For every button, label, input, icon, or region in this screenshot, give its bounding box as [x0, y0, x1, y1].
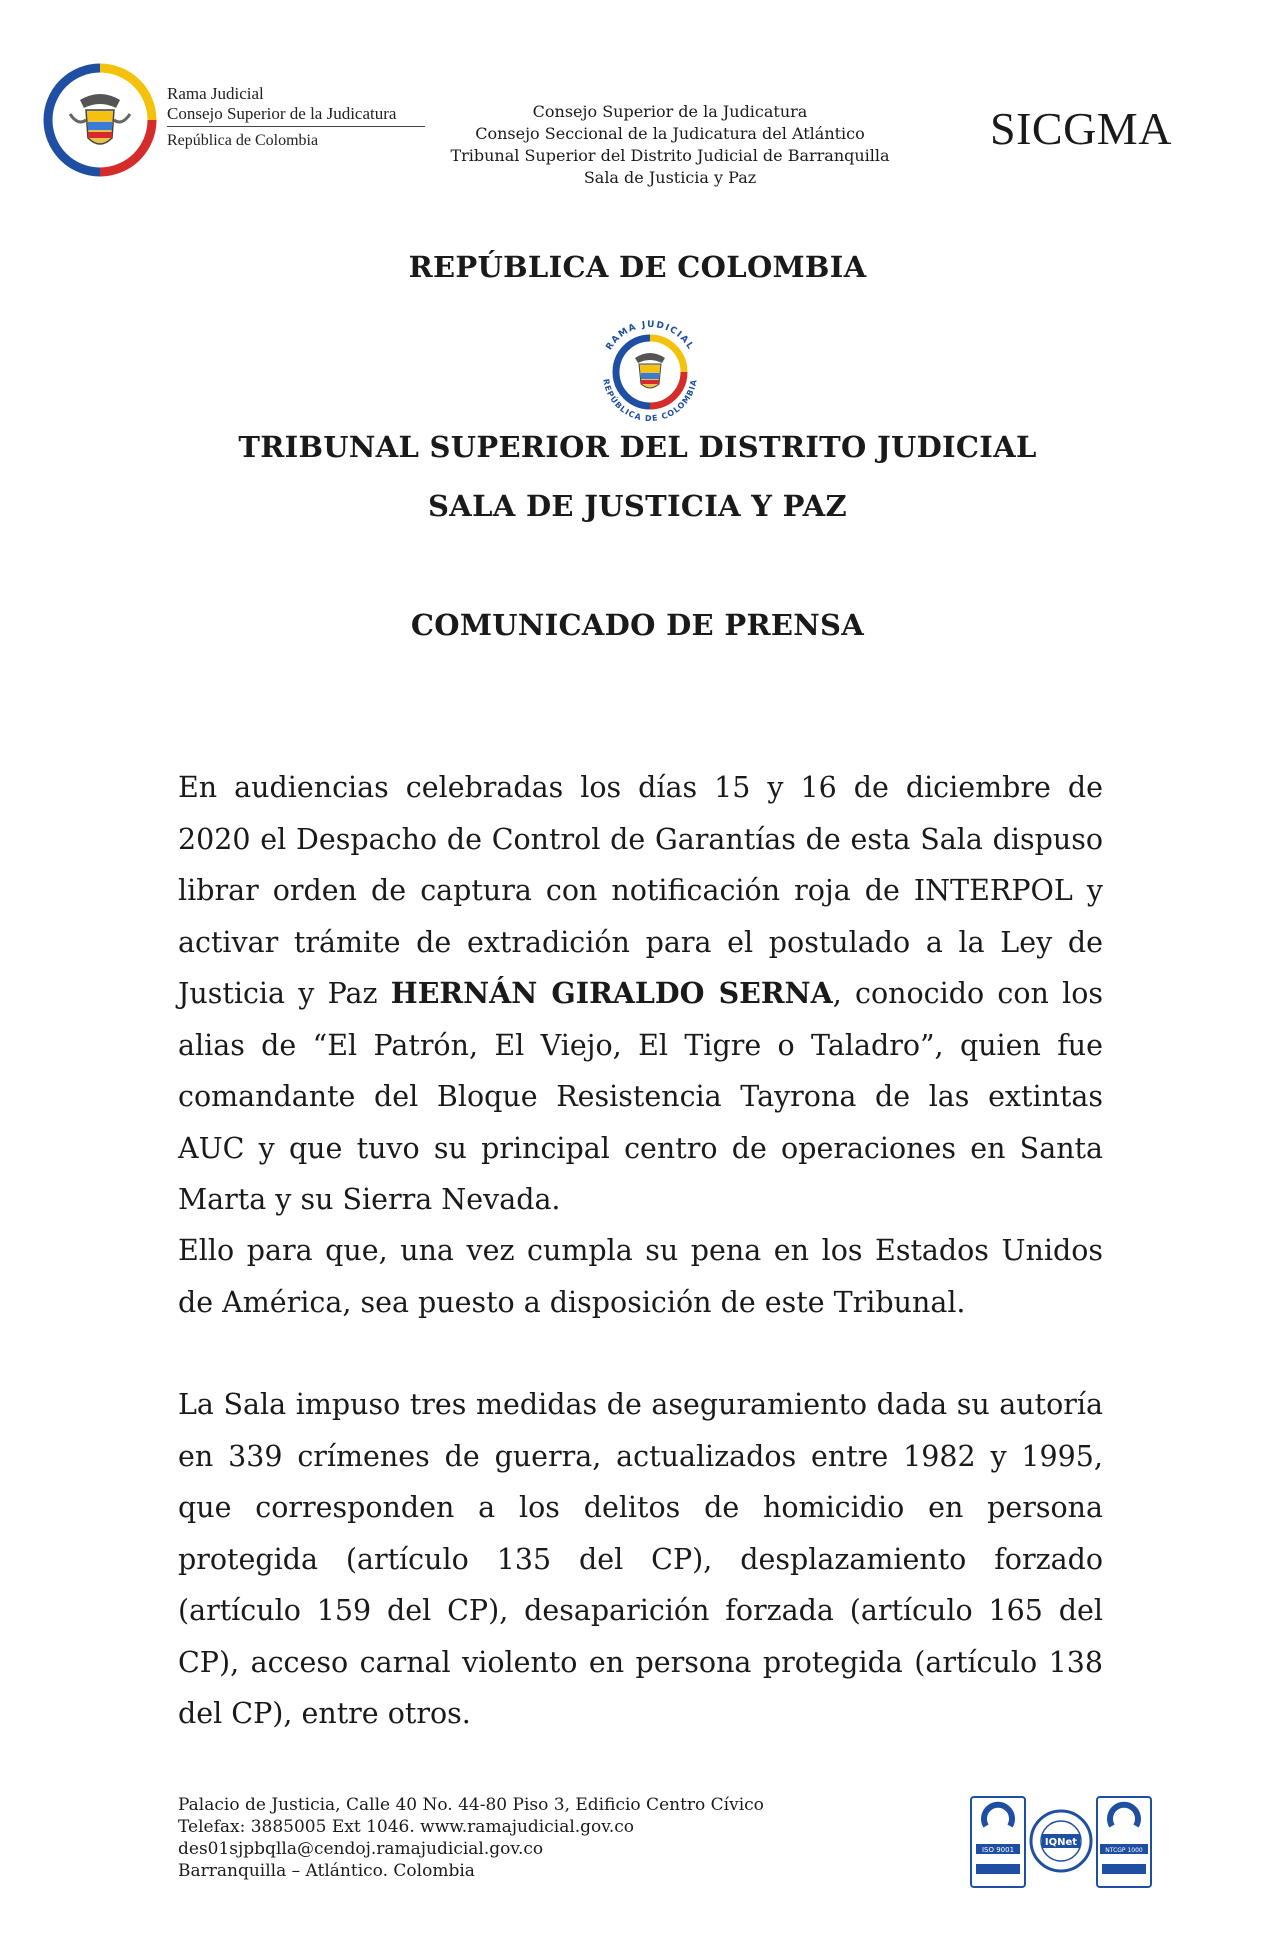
title-republica: REPÚBLICA DE COLOMBIA: [408, 250, 867, 284]
sicgma-label: SICGMA: [990, 103, 1172, 154]
header-line-consejo-seccional: Consejo Seccional de la Judicatura del Atlántico: [475, 124, 865, 143]
title-sala: SALA DE JUSTICIA Y PAZ: [428, 489, 847, 523]
paragraph-2: Ello para que, una vez cumpla su pena en los Estados Unidos de América, sea puesto a disposición de este Tribunal.: [178, 1234, 1103, 1319]
postulado-name: HERNÁN GIRALDO SERNA: [390, 976, 833, 1010]
seal-text-top: RAMA JUDICIAL: [604, 319, 696, 353]
rama-judicial-logo-icon: [40, 60, 160, 180]
cert1-label: ISO 9001: [981, 1846, 1015, 1854]
seal-text-bottom: REPÚBLICA DE COLOMBIA: [601, 378, 699, 424]
header-line-consejo-superior: Consejo Superior de la Judicatura: [532, 102, 808, 121]
header-line-tribunal: Tribunal Superior del Distrito Judicial de Barranquilla: [450, 146, 890, 165]
title-comunicado: COMUNICADO DE PRENSA: [410, 608, 865, 642]
cert2-label: IQNet: [1044, 1837, 1078, 1848]
brand-republica: República de Colombia: [167, 132, 319, 149]
header-line-sala: Sala de Justicia y Paz: [583, 168, 757, 187]
iqnet-certification-icon: [1028, 1808, 1094, 1874]
brand-rama-judicial: Rama Judicial: [167, 84, 264, 103]
paragraph-1-rest: , conocido con los alias de “El Patrón, El Viejo, El Tigre o Taladro”, quien fue comandante del Bloque Resistencia Tayrona de las extintas AUC y que tuvo su principal centro de operaciones en Santa Marta y su Sierra Nevada.: [178, 977, 1103, 1216]
header-institution-lines: [400, 101, 940, 189]
brand-divider: [167, 126, 425, 127]
footer-line-address: Palacio de Justicia, Calle 40 No. 44-80 Piso 3, Edificio Centro Cívico: [178, 1795, 764, 1815]
cert3-label: NTCGP 1000: [1105, 1847, 1143, 1854]
paragraph-1-intro: En audiencias celebradas los días 15 y 16 de diciembre de 2020 el Despacho de Control de Garantías de esta Sala dispuso librar orden de captura con notificación roja de INTERPOL y activar trámite de extradición para el postulado a la Ley de Justicia y Paz: [178, 771, 1103, 1010]
brand-consejo-superior: Consejo Superior de la Judicatura: [167, 104, 397, 123]
rama-judicial-seal-icon: [585, 312, 715, 427]
paragraph-1: [178, 762, 1103, 1226]
iso-9001-certification-icon: [970, 1796, 1026, 1892]
paragraph-3: La Sala impuso tres medidas de aseguramiento dada su autoría en 339 crímenes de guerra, actualizados entre 1982 y 1995, que corresponden a los delitos de homicidio en persona protegida (artículo 135 del CP), desplazamiento forzado (artículo 159 del CP), desaparición forzada (artículo 165 del CP), acceso carnal violento en persona protegida (artículo 138 del CP), entre otros.: [178, 1388, 1103, 1730]
footer-line-city: Barranquilla – Atlántico. Colombia: [178, 1861, 475, 1881]
footer-line-telefax: Telefax: 3885005 Ext 1046. www.ramajudicial.gov.co: [178, 1817, 635, 1837]
footer-line-email: des01sjpbqlla@cendoj.ramajudicial.gov.co: [178, 1839, 544, 1859]
header-brand-text: [167, 84, 425, 151]
ntcgp-1000-certification-icon: [1096, 1796, 1152, 1892]
footer-address: [178, 1794, 764, 1882]
title-tribunal: TRIBUNAL SUPERIOR DEL DISTRITO JUDICIAL: [238, 430, 1037, 464]
